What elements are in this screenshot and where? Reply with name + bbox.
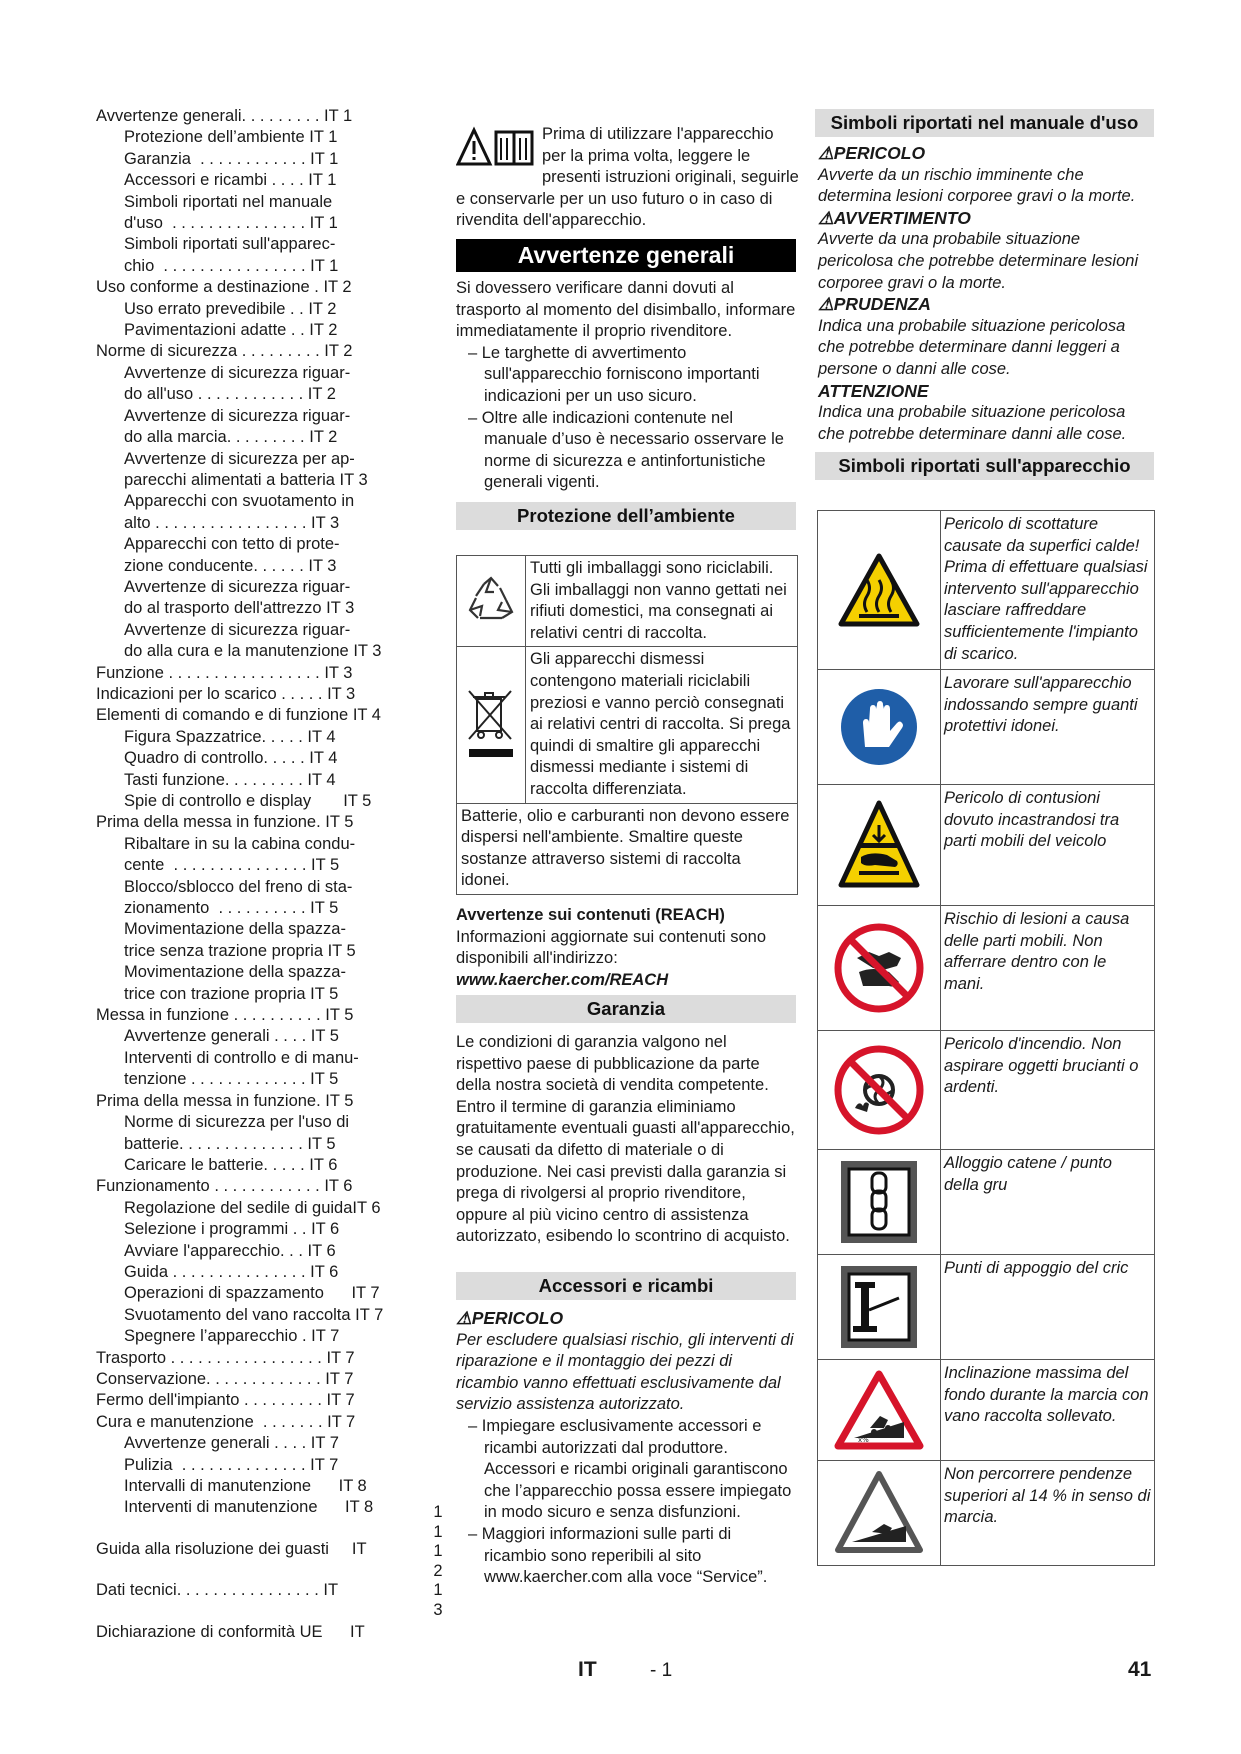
- toc-entry[interactable]: Movimentazione della spazza-: [124, 963, 346, 982]
- toc-entry[interactable]: chio . . . . . . . . . . . . . . . . IT 1: [124, 256, 339, 275]
- read-manual-icon: [456, 126, 536, 170]
- section-heading-warranty: Garanzia: [456, 995, 796, 1023]
- crushing-hazard-icon: [818, 785, 941, 905]
- toc-overflow-digit: 3: [433, 1600, 443, 1619]
- toc-entry[interactable]: tenzione . . . . . . . . . . . . . IT 5: [124, 1070, 339, 1089]
- warranty-text: Le condizioni di garanzia valgono nel rispettivo paese di pubblicazione da parte della nostra società di vendita competente. Entro il termine di garanzia eliminiamo gratuitamente eventuali guasti all'apparecchio, se causati da difetto di materiale o di produzione. Nei casi previsti dalla garanzia si prega di rivolgersi al proprio rivenditore, oppure al più vicino centro di assistenza autorizzato, esibendo lo scontrino di acquisto.: [456, 1033, 795, 1246]
- crossed-bin-icon: [457, 647, 526, 802]
- toc-entry[interactable]: batterie. . . . . . . . . . . . . . IT 5: [124, 1134, 336, 1153]
- symbol-text: Pericolo di scottature causate da superfici calde! Prima di effettuare qualsiasi intervento sull'apparecchio lasciare raffreddare sufficientemente l'impianto di scarico.: [944, 515, 1148, 663]
- footer-language: IT: [578, 1658, 597, 1681]
- symbol-text: Indica una probabile situazione pericolosa che potrebbe determinare danni leggeri a persone o danni alle cose.: [818, 316, 1126, 378]
- toc-entry[interactable]: Tasti funzione. . . . . . . . . IT 4: [124, 770, 336, 789]
- toc-entry[interactable]: Avvertenze di sicurezza riguar-: [124, 577, 351, 596]
- toc-entry[interactable]: Dichiarazione di conformità UE IT: [96, 1622, 365, 1641]
- chain-lifting-point-icon: [818, 1150, 941, 1254]
- jack-point-icon: [818, 1255, 941, 1359]
- table-of-contents: [96, 106, 416, 1643]
- section-heading-device-symbols: Simboli riportati sull'apparecchio: [815, 452, 1154, 480]
- toc-entry[interactable]: Funzionamento . . . . . . . . . . . . IT 6: [96, 1177, 353, 1196]
- section-heading-manual-symbols: Simboli riportati nel manuale d'uso: [815, 109, 1154, 137]
- symbol-text: Punti di appoggio del cric: [944, 1259, 1129, 1277]
- toc-entry[interactable]: trice senza trazione propria IT 5: [124, 941, 356, 960]
- general-bullet: – Oltre alle indicazioni contenute nel manuale d’uso è necessario osservare le norme di sicurezza e antinfortunistiche generali vigenti.: [468, 408, 784, 492]
- no-hands-moving-parts-icon: [818, 906, 941, 1030]
- device-symbols-table: [817, 510, 1155, 1566]
- symbol-text: Avverte da una probabile situazione pericolosa che potrebbe determinare lesioni corporee gravi o la morte.: [818, 230, 1139, 292]
- toc-entry[interactable]: Avvertenze di sicurezza per ap-: [124, 449, 355, 468]
- toc-entry[interactable]: Quadro di controllo. . . . . IT 4: [124, 749, 338, 768]
- environment-table: [456, 555, 798, 895]
- symbol-text: Non percorrere pendenze superiori al 14 % in senso di marcia.: [944, 1465, 1151, 1527]
- footer-page-number: 41: [1128, 1658, 1152, 1681]
- symbol-text: Indica una probabile situazione pericolosa che potrebbe determinare danni alle cose.: [818, 403, 1127, 443]
- warning-triangle-icon: ⚠: [456, 1308, 472, 1328]
- no-burning-objects-icon: [818, 1031, 941, 1149]
- env-row: [457, 647, 797, 803]
- accessories-danger-heading: ⚠PERICOLO: [456, 1308, 564, 1328]
- manual-symbols-list: [818, 143, 1153, 445]
- toc-entry[interactable]: d'uso . . . . . . . . . . . . . . . IT 1: [124, 214, 338, 233]
- symbol-text: Avverte da un rischio imminente che determina lesioni corporee gravi o la morte.: [818, 165, 1136, 206]
- reach-title: Avvertenze sui contenuti (REACH): [456, 906, 725, 924]
- toc-entry[interactable]: Conservazione. . . . . . . . . . . . . IT 7: [96, 1369, 354, 1388]
- toc-entry[interactable]: Spie di controllo e display IT 5: [124, 792, 372, 810]
- symbol-text: Rischio di lesioni a causa delle parti mobili. Non afferrare dentro con le mani.: [944, 910, 1130, 993]
- general-bullet: – Le targhette di avvertimento sull'apparecchio forniscono importanti indicazioni per un uso sicuro.: [468, 343, 760, 405]
- toc-entry[interactable]: Avviare l'apparecchio. . . IT 6: [124, 1241, 336, 1260]
- toc-entry[interactable]: Simboli riportati nel manuale: [124, 192, 333, 211]
- symbol-heading-attenzione: ATTENZIONE: [818, 380, 929, 401]
- toc-entry[interactable]: Accessori e ricambi . . . . IT 1: [124, 171, 337, 190]
- toc-entry[interactable]: do al trasporto dell'attrezzo IT 3: [124, 599, 355, 618]
- toc-page-number-overflow: [428, 1503, 448, 1620]
- toc-entry[interactable]: Fermo dell'impianto . . . . . . . . . IT 7: [96, 1391, 355, 1410]
- toc-entry[interactable]: Cura e manutenzione . . . . . . . IT 7: [96, 1412, 356, 1431]
- svg-text:14%: 14%: [854, 1541, 870, 1549]
- symbol-row: [818, 1255, 1154, 1360]
- toc-entry[interactable]: do all'uso . . . . . . . . . . . . IT 2: [124, 385, 336, 404]
- footer-section-page: - 1: [650, 1660, 673, 1681]
- toc-entry[interactable]: Spegnere l’apparecchio . IT 7: [124, 1327, 340, 1346]
- env-row-text: Tutti gli imballaggi sono riciclabili. Gli imballaggi non vanno gettati nei rifiuti domestici, ma consegnati ai relativi centri di raccolta.: [530, 559, 787, 642]
- toc-overflow-digit: 1: [433, 1542, 443, 1560]
- toc-entry[interactable]: Prima della messa in funzione. IT 5: [96, 813, 354, 832]
- wear-gloves-icon: [818, 670, 941, 784]
- toc-entry[interactable]: parecchi alimentati a batteria IT 3: [124, 470, 368, 489]
- toc-entry[interactable]: Pavimentazioni adatte . . IT 2: [124, 321, 338, 340]
- warning-triangle-icon: ⚠: [818, 207, 834, 228]
- warning-triangle-icon: ⚠: [818, 143, 834, 163]
- symbol-heading-prudenza: ⚠PRUDENZA: [818, 294, 931, 315]
- toc-entry[interactable]: Ribaltare in su la cabina condu-: [124, 834, 356, 853]
- toc-entry[interactable]: trice con trazione propria IT 5: [124, 984, 339, 1003]
- toc-entry[interactable]: alto . . . . . . . . . . . . . . . . . IT 3: [124, 513, 340, 532]
- env-row-text: Gli apparecchi dismessi contengono materiali riciclabili preziosi e vanno perciò consegnati ai relativi centri di raccolta. Si prega quindi di smaltire gli apparecchi dismessi mediante i sistemi di raccolta differenziata.: [530, 650, 791, 798]
- symbol-text: Inclinazione massima del fondo durante la marcia con vano raccolta sollevato.: [944, 1364, 1149, 1426]
- symbol-row: [818, 1031, 1154, 1150]
- toc-entry[interactable]: Trasporto . . . . . . . . . . . . . . . . . IT 7: [96, 1348, 355, 1367]
- toc-entry[interactable]: Guida alla risoluzione dei guasti IT: [96, 1539, 367, 1558]
- toc-overflow-digit: 1: [433, 1581, 443, 1599]
- toc-entry[interactable]: cente . . . . . . . . . . . . . . . IT 5: [124, 856, 340, 875]
- toc-entry[interactable]: zione conducente. . . . . . IT 3: [124, 556, 337, 575]
- accessories-bullet: – Maggiori informazioni sulle parti di ricambio sono reperibili al sito www.kaercher.com alla voce “Service”.: [468, 1524, 768, 1587]
- toc-entry[interactable]: Guida . . . . . . . . . . . . . . . IT 6: [124, 1262, 339, 1281]
- toc-entry[interactable]: Avvertenze di sicurezza riguar-: [124, 620, 351, 639]
- recycling-icon: [457, 556, 526, 646]
- toc-entry[interactable]: Operazioni di spazzamento IT 7: [124, 1284, 380, 1303]
- toc-entry[interactable]: Prima della messa in funzione. IT 5: [96, 1091, 354, 1110]
- toc-entry[interactable]: Norme di sicurezza . . . . . . . . . IT 2: [96, 342, 353, 361]
- toc-entry[interactable]: Avvertenze generali . . . . IT 7: [124, 1434, 339, 1453]
- general-section: [456, 278, 796, 494]
- toc-entry[interactable]: Pulizia . . . . . . . . . . . . . . IT 7: [124, 1455, 339, 1474]
- svg-text:x%: x%: [858, 1436, 869, 1444]
- env-row: [457, 556, 797, 647]
- symbol-row: [818, 1150, 1154, 1255]
- symbol-text: Pericolo di contusioni dovuto incastrandosi tra parti mobili del veicolo: [944, 789, 1120, 851]
- toc-entry[interactable]: Uso conforme a destinazione . IT 2: [96, 278, 352, 297]
- symbol-row: [818, 1461, 1154, 1565]
- symbol-heading-avvertimento: ⚠AVVERTIMENTO: [818, 207, 971, 228]
- toc-entry[interactable]: Caricare le batterie. . . . . IT 6: [124, 1155, 338, 1174]
- symbol-row: [818, 670, 1154, 785]
- toc-entry[interactable]: Avvertenze generali. . . . . . . . . IT 1: [96, 107, 353, 125]
- reach-section: [456, 905, 796, 991]
- toc-entry[interactable]: Apparecchi con svuotamento in: [124, 492, 355, 511]
- toc-overflow-digit: 1: [433, 1522, 443, 1541]
- intro-notice: [456, 124, 801, 232]
- symbol-text: Lavorare sull'apparecchio indossando sempre guanti protettivi idonei.: [944, 674, 1138, 736]
- symbol-row: [818, 511, 1154, 670]
- symbol-text: Pericolo d'incendio. Non aspirare oggetti brucianti o ardenti.: [944, 1035, 1139, 1097]
- toc-entry[interactable]: Avvertenze generali . . . . IT 5: [124, 1027, 339, 1046]
- symbol-row: [818, 906, 1154, 1031]
- reach-link[interactable]: www.kaercher.com/REACH: [456, 970, 669, 989]
- toc-overflow-digit: 1: [433, 1503, 443, 1521]
- symbol-heading-pericolo: ⚠PERICOLO: [818, 143, 926, 163]
- toc-entry[interactable]: do alla marcia. . . . . . . . . IT 2: [124, 428, 338, 447]
- accessories-danger-text: Per escludere qualsiasi rischio, gli interventi di riparazione e il montaggio dei pezzi di ricambio vanno effettuati esclusivamente dal servizio assistenza autorizzato.: [456, 1330, 794, 1414]
- toc-entry[interactable]: Svuotamento del vano raccolta IT 7: [124, 1305, 384, 1324]
- toc-entry[interactable]: Elementi di comando e di funzione IT 4: [96, 706, 381, 725]
- intro-text: Prima di utilizzare l'apparecchio per la prima volta, leggere le presenti istruzioni originali, seguirle e conservarle per un uso futuro o in caso di rivendita dell'apparecchio.: [456, 125, 799, 230]
- toc-overflow-digit: 2: [433, 1561, 443, 1580]
- toc-entry[interactable]: Funzione . . . . . . . . . . . . . . . . . IT 3: [96, 663, 353, 682]
- toc-entry[interactable]: Regolazione del sedile di guidaIT 6: [124, 1198, 381, 1217]
- toc-entry[interactable]: Uso errato prevedibile . . IT 2: [124, 299, 337, 318]
- accessories-section: [456, 1308, 796, 1589]
- toc-entry[interactable]: Dati tecnici. . . . . . . . . . . . . . . . IT: [96, 1581, 339, 1600]
- section-heading-accessories: Accessori e ricambi: [456, 1272, 796, 1300]
- toc-entry[interactable]: Garanzia . . . . . . . . . . . . IT 1: [124, 149, 339, 168]
- toc-entry[interactable]: do alla cura e la manutenzione IT 3: [124, 642, 382, 661]
- section-heading-general: Avvertenze generali: [456, 239, 796, 272]
- symbol-row: [818, 1360, 1154, 1461]
- symbol-text: Alloggio catene / punto della gru: [944, 1154, 1112, 1194]
- warning-triangle-icon: ⚠: [818, 294, 834, 315]
- toc-entry[interactable]: Apparecchi con tetto di prote-: [124, 535, 340, 554]
- toc-entry[interactable]: Simboli riportati sull'apparec-: [124, 235, 336, 254]
- toc-entry[interactable]: Messa in funzione . . . . . . . . . . IT 5: [96, 1006, 354, 1025]
- hot-surface-warning-icon: [818, 511, 941, 669]
- toc-entry[interactable]: Protezione dell’ambiente IT 1: [124, 128, 338, 147]
- accessories-bullet: – Impiegare esclusivamente accessori e ricambi autorizzati dal produttore. Accessori e ricambi originali garantiscono che l’apparecchio possa essere impiegato in modo sicuro e senza disfunzioni.: [468, 1416, 792, 1522]
- general-text: Si dovessero verificare danni dovuti al trasporto al momento del disimballo, informare immediatamente il proprio rivenditore.: [456, 279, 796, 341]
- env-batteries-text: Batterie, olio e carburanti non devono essere dispersi nell'ambiente. Smaltire queste sostanze attraverso sistemi di raccolta idonei.: [461, 806, 790, 890]
- toc-entry[interactable]: Movimentazione della spazza-: [124, 920, 346, 939]
- reach-text: Informazioni aggiornate sui contenuti sono disponibili all'indirizzo:: [456, 927, 767, 968]
- toc-entry[interactable]: Avvertenze di sicurezza riguar-: [124, 363, 351, 382]
- toc-entry[interactable]: Interventi di controllo e di manu-: [124, 1048, 359, 1067]
- toc-entry[interactable]: Selezione i programmi . . IT 6: [124, 1220, 340, 1239]
- toc-entry[interactable]: Indicazioni per lo scarico . . . . . IT 3: [96, 684, 356, 703]
- max-slope-14-icon: [818, 1461, 941, 1565]
- toc-entry[interactable]: Intervalli di manutenzione IT 8: [124, 1477, 367, 1495]
- toc-entry[interactable]: Interventi di manutenzione IT 8: [124, 1498, 374, 1517]
- toc-entry[interactable]: Blocco/sblocco del freno di sta-: [124, 877, 353, 896]
- max-slope-raised-hopper-icon: [818, 1360, 941, 1460]
- symbol-row: [818, 785, 1154, 906]
- section-heading-environment: Protezione dell’ambiente: [456, 502, 796, 530]
- toc-entry[interactable]: Avvertenze di sicurezza riguar-: [124, 406, 351, 425]
- toc-entry[interactable]: zionamento . . . . . . . . . . IT 5: [124, 899, 339, 918]
- toc-entry[interactable]: Norme di sicurezza per l'uso di: [124, 1113, 350, 1132]
- toc-entry[interactable]: Figura Spazzatrice. . . . . IT 4: [124, 727, 336, 746]
